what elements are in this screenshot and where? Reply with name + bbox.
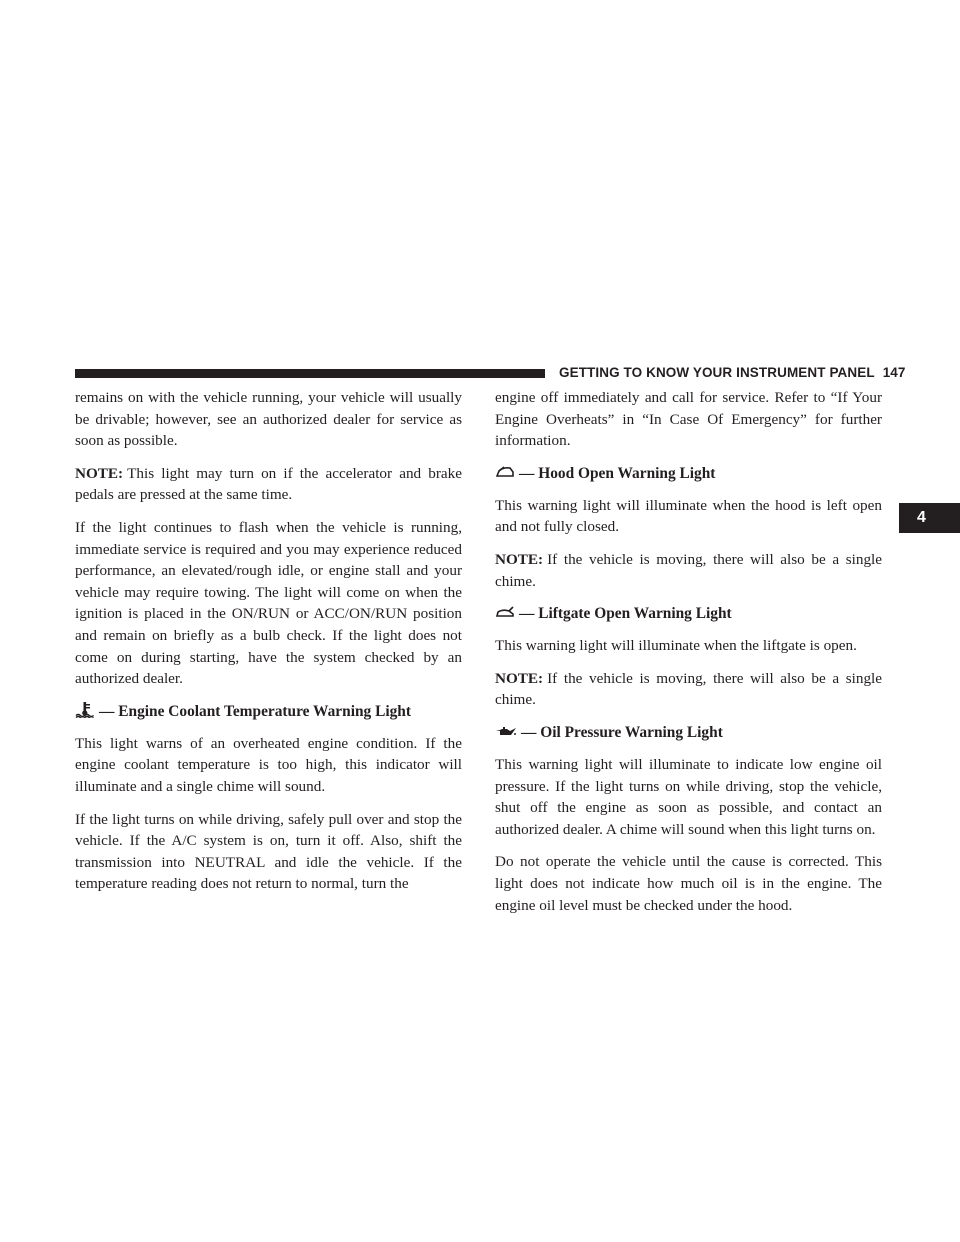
coolant-warning-heading [75,701,462,723]
running-header [559,364,906,382]
hood-warning-heading [495,463,882,485]
note [75,463,462,506]
note-text: If the vehicle is moving, there will also be a single chime. [495,550,882,590]
note-label: NOTE: [75,464,124,482]
section-title: GETTING TO KNOW YOUR INSTRUMENT PANEL [559,365,875,380]
heading-text: — Hood Open Warning Light [519,464,716,482]
header-rule [75,369,545,378]
chapter-tab: 4 [899,503,960,533]
paragraph: This warning light will illuminate when the liftgate is open. [495,637,857,655]
paragraph: This warning light will illuminate to indicate low engine oil pressure. If the light turns on while driving, stop the vehicle, shut off the engine as soon as possible, and contact an authorized dealer. A chime will sound when this light turns on. [495,755,882,838]
paragraph: remains on with the vehicle running, your vehicle will usually be drivable; however, see an authorized dealer for service as soon as possible. [75,389,462,450]
paragraph: Do not operate the vehicle until the cause is corrected. This light does not indicate how much oil is in the engine. The engine oil level must be checked under the hood. [495,853,882,914]
note-label: NOTE: [495,669,544,687]
note-text: If the vehicle is moving, there will also be a single chime. [495,669,882,709]
page-number: 147 [882,365,906,380]
paragraph: engine off immediately and call for service. Refer to “If Your Engine Overheats” in “In Case Of Emergency” for further information. [495,389,882,450]
hood-open-icon [495,466,515,480]
coolant-temperature-icon [75,702,95,718]
left-column [75,387,462,906]
heading-text: — Oil Pressure Warning Light [521,723,723,741]
paragraph: If the light turns on while driving, safely pull over and stop the vehicle. If the A/C system is on, turn it off. Also, shift the transmission into NEUTRAL and idle the vehicle. If the temperature reading does not return to normal, turn the [75,810,462,893]
note-label: NOTE: [495,550,544,568]
paragraph: This light warns of an overheated engine condition. If the engine coolant temperature is too high, this indicator will illuminate and a single chime will sound. [75,734,462,795]
heading-text: — Engine Coolant Temperature Warning Light [99,702,411,720]
paragraph: This warning light will illuminate when the hood is left open and not fully closed. [495,496,882,536]
note [495,549,882,592]
heading-text: — Liftgate Open Warning Light [519,605,732,623]
oil-pressure-warning-heading [495,722,882,744]
right-column [495,387,882,927]
liftgate-open-icon [495,606,515,620]
oil-can-icon [495,725,517,739]
note [495,668,882,711]
note-text: This light may turn on if the accelerator and brake pedals are pressed at the same time. [75,464,462,504]
liftgate-warning-heading [495,603,882,625]
paragraph: If the light continues to flash when the vehicle is running, immediate service is required and you may experience reduced performance, an elevated/rough idle, or engine stall and your vehicle may require towing. The light will come on when the ignition is placed in the ON/RUN or ACC/ON/RUN position and remain on briefly as a bulb check. If the light does not come on during starting, have the system checked by an authorized dealer. [75,518,462,688]
